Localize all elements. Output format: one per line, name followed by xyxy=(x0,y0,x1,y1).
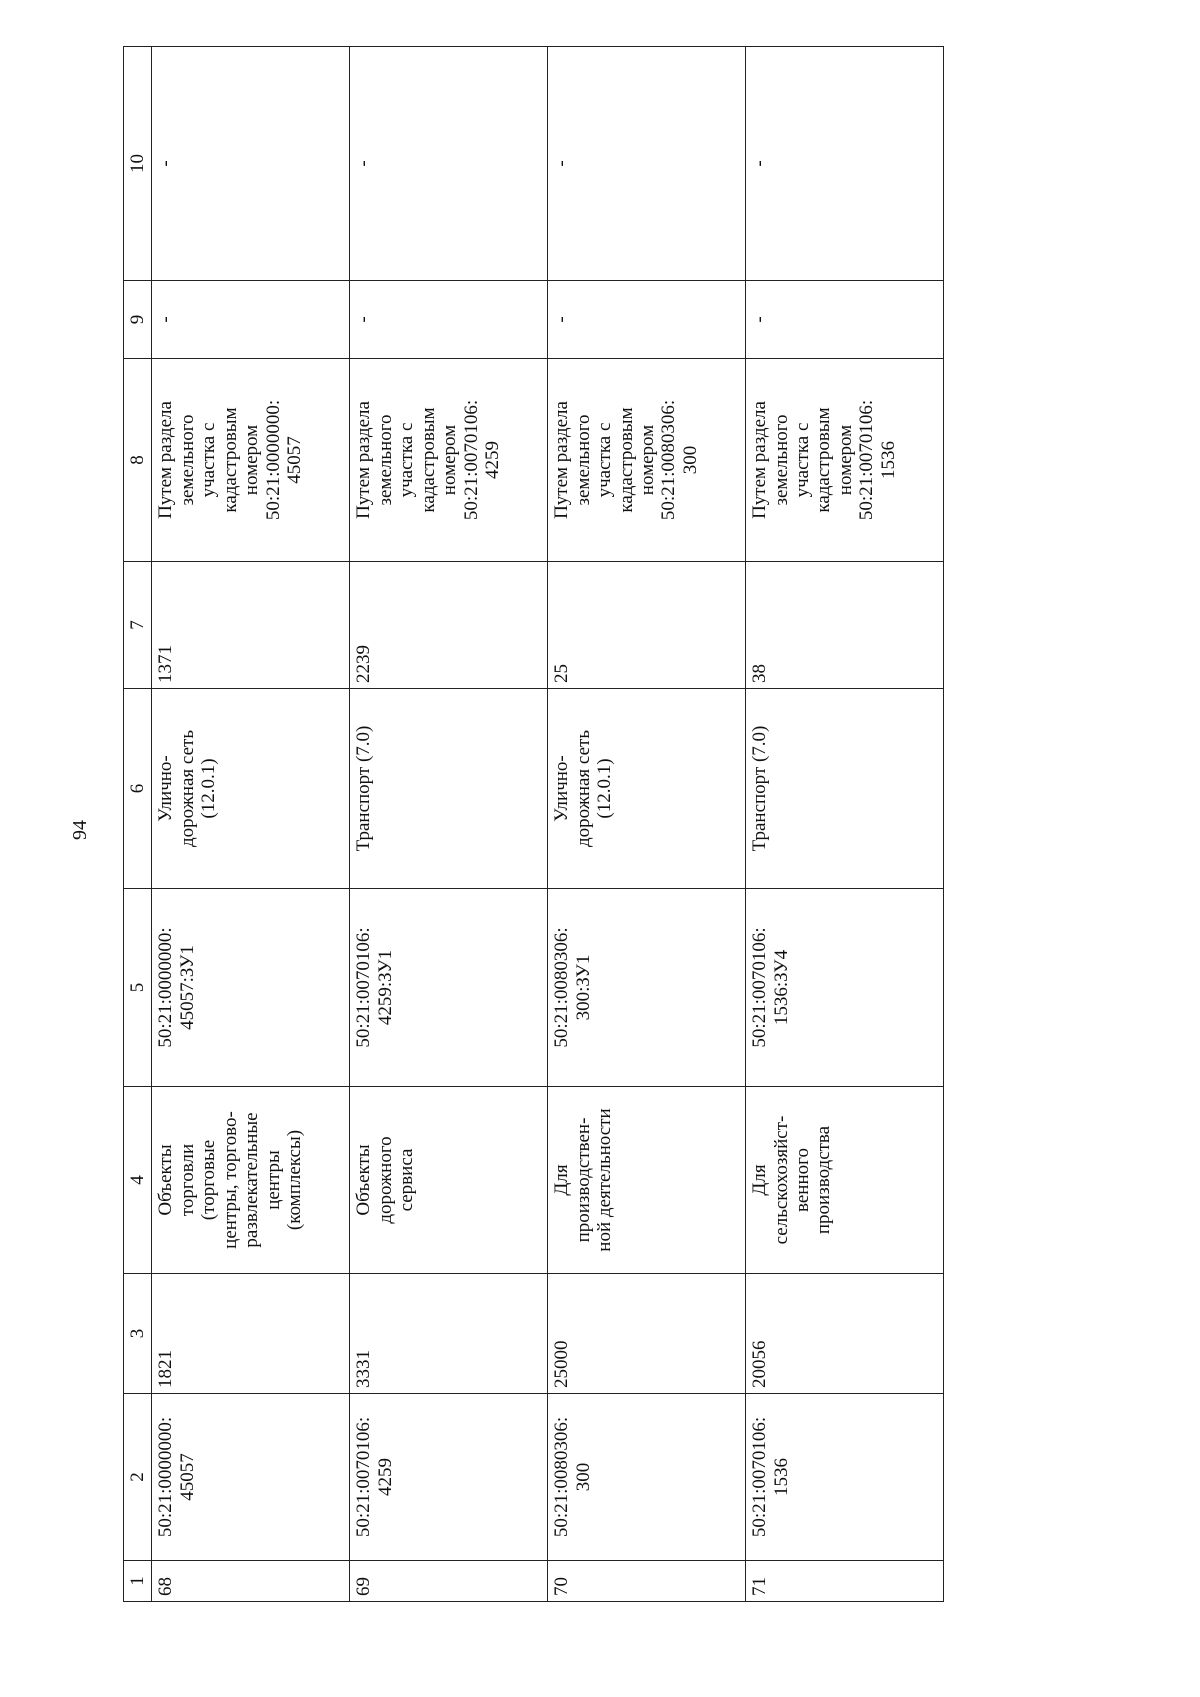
header-cell: 4 xyxy=(124,1087,152,1274)
column-10-cell: - xyxy=(746,47,944,281)
row-number-cell: 70 xyxy=(548,1561,746,1602)
column-9-cell: - xyxy=(152,281,350,359)
column-9-cell: - xyxy=(746,281,944,359)
cadastral-number-cell: 50:21:0070106: 4259 xyxy=(350,1394,548,1561)
new-cadastral-number-cell: 50:21:0070106: 4259:ЗУ1 xyxy=(350,889,548,1087)
permitted-use-cell: Объекты торговли (торговые центры, торгово- развлекательные центры (комплексы) xyxy=(152,1087,350,1274)
new-area-cell: 1371 xyxy=(152,562,350,689)
header-cell: 2 xyxy=(124,1394,152,1561)
table-row xyxy=(350,47,548,1602)
header-cell: 5 xyxy=(124,889,152,1087)
cadastral-number-cell: 50:21:0070106: 1536 xyxy=(746,1394,944,1561)
area-cell: 20056 xyxy=(746,1274,944,1394)
permitted-use-cell: Для сельскохозяйст- венного производства xyxy=(746,1087,944,1274)
column-10-cell: - xyxy=(350,47,548,281)
new-permitted-use-cell: Улично- дорожная сеть (12.0.1) xyxy=(152,689,350,889)
page-number: 94 xyxy=(69,820,91,840)
cadastral-number-cell: 50:21:0000000: 45057 xyxy=(152,1394,350,1561)
table-row xyxy=(746,47,944,1602)
column-10-cell: - xyxy=(548,47,746,281)
table-row xyxy=(152,47,350,1602)
new-area-cell: 38 xyxy=(746,562,944,689)
new-area-cell: 2239 xyxy=(350,562,548,689)
new-permitted-use-cell: Транспорт (7.0) xyxy=(350,689,548,889)
formation-method-cell: Путем раздела земельного участка с кадастровым номером 50:21:0080306: 300 xyxy=(548,359,746,562)
row-number-cell: 71 xyxy=(746,1561,944,1602)
area-cell: 1821 xyxy=(152,1274,350,1394)
table-row xyxy=(548,47,746,1602)
header-cell: 1 xyxy=(124,1561,152,1602)
table-body xyxy=(152,47,944,1602)
cadastral-number-cell: 50:21:0080306: 300 xyxy=(548,1394,746,1561)
formation-method-cell: Путем раздела земельного участка с кадастровым номером 50:21:0070106: 4259 xyxy=(350,359,548,562)
area-cell: 3331 xyxy=(350,1274,548,1394)
header-cell: 6 xyxy=(124,689,152,889)
new-area-cell: 25 xyxy=(548,562,746,689)
column-9-cell: - xyxy=(350,281,548,359)
new-permitted-use-cell: Транспорт (7.0) xyxy=(746,689,944,889)
column-9-cell: - xyxy=(548,281,746,359)
area-cell: 25000 xyxy=(548,1274,746,1394)
formation-method-cell: Путем раздела земельного участка с кадастровым номером 50:21:0070106: 1536 xyxy=(746,359,944,562)
land-plots-table xyxy=(123,46,944,1602)
rotated-table-wrapper xyxy=(123,46,944,1602)
new-cadastral-number-cell: 50:21:0070106: 1536:ЗУ4 xyxy=(746,889,944,1087)
header-cell: 10 xyxy=(124,47,152,281)
permitted-use-cell: Для производствен- ной деятельности xyxy=(548,1087,746,1274)
permitted-use-cell: Объекты дорожного сервиса xyxy=(350,1087,548,1274)
new-permitted-use-cell: Улично- дорожная сеть (12.0.1) xyxy=(548,689,746,889)
header-cell: 3 xyxy=(124,1274,152,1394)
header-cell: 9 xyxy=(124,281,152,359)
header-cell: 7 xyxy=(124,562,152,689)
new-cadastral-number-cell: 50:21:0080306: 300:ЗУ1 xyxy=(548,889,746,1087)
row-number-cell: 68 xyxy=(152,1561,350,1602)
new-cadastral-number-cell: 50:21:0000000: 45057:ЗУ1 xyxy=(152,889,350,1087)
column-10-cell: - xyxy=(152,47,350,281)
table-header-row xyxy=(124,47,152,1602)
row-number-cell: 69 xyxy=(350,1561,548,1602)
formation-method-cell: Путем раздела земельного участка с кадастровым номером 50:21:0000000: 45057 xyxy=(152,359,350,562)
header-cell: 8 xyxy=(124,359,152,562)
